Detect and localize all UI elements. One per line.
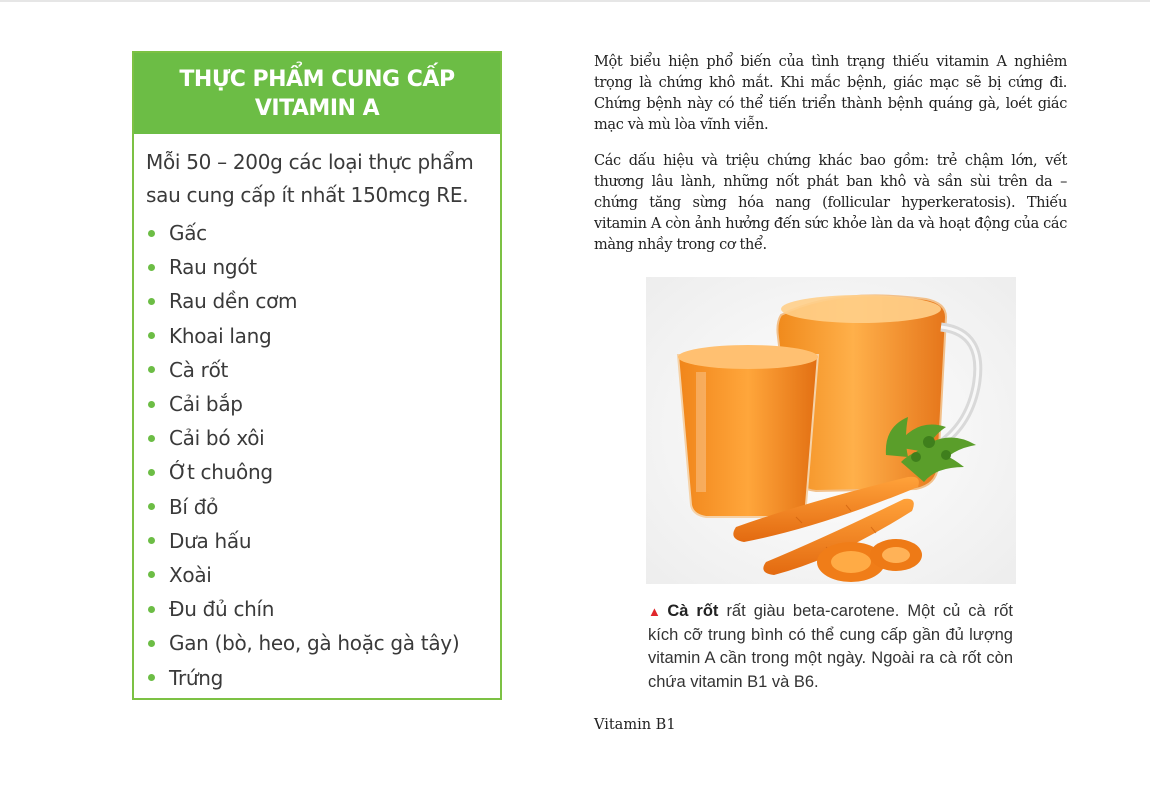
triangle-up-icon: ▲ [648, 604, 665, 619]
food-list-item [134, 319, 500, 353]
box-title-line2: VITAMIN A [254, 95, 380, 121]
dot-icon [148, 298, 155, 305]
article-paragraph-1: Một biểu hiện phổ biến của tình trạng thiếu vitamin A nghiêm trọng là chứng khô mắt. Khi mắc bệnh, giác mạc sẽ bị cứng đi. Chứng bệnh này có thể tiến triển thành bệnh quáng gà, loét giác mạc và mù lòa vĩnh viễn. [594, 54, 1067, 133]
food-list-item [134, 558, 500, 592]
food-item-label: Đu đủ chín [169, 597, 275, 622]
food-list-item [134, 387, 500, 421]
food-item-label: Gấc [169, 221, 207, 246]
food-item-label: Gan (bò, heo, gà hoặc gà tây) [169, 631, 460, 656]
dot-icon [148, 503, 155, 510]
food-list-item [134, 421, 500, 455]
dot-icon [148, 264, 155, 271]
dot-icon [148, 571, 155, 578]
dot-icon [148, 469, 155, 476]
food-list [134, 216, 500, 695]
box-title [157, 65, 477, 123]
dot-icon [148, 230, 155, 237]
section-label: Vitamin B1 [594, 717, 676, 733]
dot-icon [148, 640, 155, 647]
box-intro: Mỗi 50 – 200g các loại thực phẩm sau cung cấp ít nhất 150mcg RE. [146, 150, 474, 207]
dot-icon [148, 606, 155, 613]
food-item-label: Rau ngót [169, 255, 257, 280]
box-header [134, 53, 500, 134]
food-item-label: Khoai lang [169, 323, 272, 348]
food-item-label: Bí đỏ [169, 494, 219, 519]
carrot-juice-illustration [646, 277, 1016, 584]
food-list-item [134, 660, 500, 694]
caption-text: rất giàu beta-carotene. Một củ cà rốt kích cỡ trung bình có thể cung cấp gần đủ lượng vitamin A cần trong một ngày. Ngoài ra cà rốt còn chứa vitamin B1 và B6. [648, 602, 1014, 691]
food-item-label: Cải bắp [169, 392, 243, 417]
dot-icon [148, 674, 155, 681]
caption-bold: Cà rốt [667, 602, 719, 620]
food-list-item [134, 250, 500, 284]
top-rule [0, 0, 1150, 2]
vitamin-a-food-box [132, 51, 502, 700]
dot-icon [148, 332, 155, 339]
food-item-label: Trứng [169, 665, 224, 690]
food-item-label: Cà rốt [169, 357, 229, 382]
dot-icon [148, 366, 155, 373]
food-list-item [134, 524, 500, 558]
food-list-item [134, 455, 500, 489]
dot-icon [148, 537, 155, 544]
food-item-label: Ớt chuông [169, 460, 273, 485]
food-list-item [134, 592, 500, 626]
food-item-label: Dưa hấu [169, 528, 252, 553]
dot-icon [148, 401, 155, 408]
food-list-item [134, 353, 500, 387]
photo-caption [648, 600, 1013, 694]
carrot-juice-photo [646, 277, 1016, 584]
food-list-item [134, 490, 500, 524]
dot-icon [148, 435, 155, 442]
box-title-line1: THỰC PHẨM CUNG CẤP [179, 66, 455, 92]
food-list-item [134, 284, 500, 318]
food-list-item [134, 626, 500, 660]
food-item-label: Rau dền cơm [169, 289, 298, 314]
food-item-label: Xoài [169, 562, 212, 587]
food-item-label: Cải bó xôi [169, 426, 265, 451]
food-list-item [134, 216, 500, 250]
article-paragraph-2: Các dấu hiệu và triệu chứng khác bao gồm: trẻ chậm lớn, vết thương lâu lành, những nốt phát ban khô và sần sùi trên da – chứng tăng sừng hóa nang (follicular hyperkeratosis). Thiếu vitamin A còn ảnh hưởng đến sức khỏe làn da và hoạt động của các màng nhầy trong cơ thể. [594, 153, 1067, 253]
